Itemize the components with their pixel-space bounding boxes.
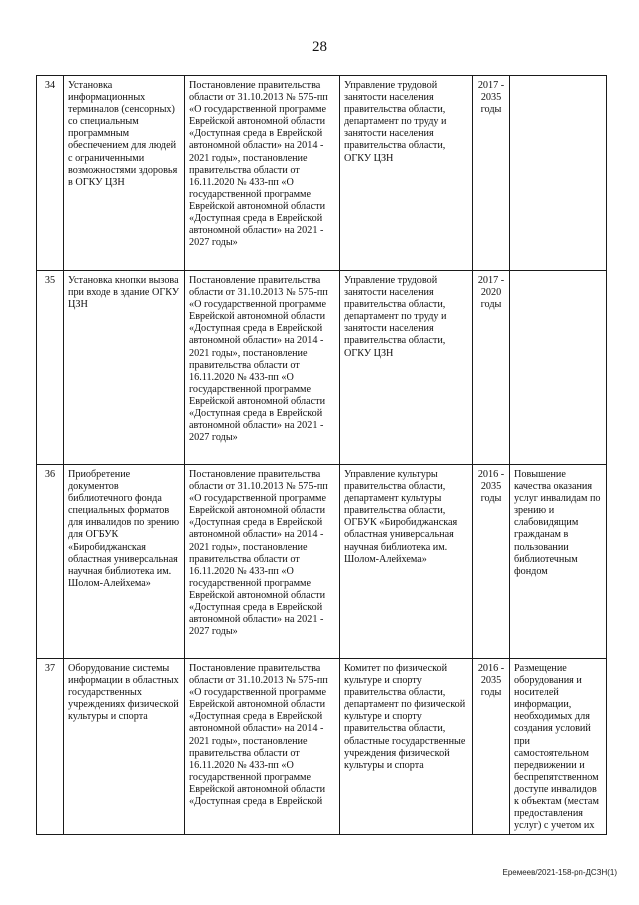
- executor-cell: Управление трудовой занятости населения правительства области, департамент по труду и занятости населения правительства области, ОГКУ ЦЗН: [340, 271, 473, 465]
- executor-cell: Управление культуры правительства области, департамент культуры правительства области, ОГБУК «Биробиджанская областная универсальная научная библиотека им. Шолом-Алейхема»: [340, 465, 473, 659]
- expected-result-cell: [510, 271, 607, 465]
- table-row: [37, 659, 607, 835]
- measures-table: [36, 75, 607, 835]
- measure-name-cell: Установка кнопки вызова при входе в здание ОГКУ ЦЗН: [64, 271, 185, 465]
- row-number-cell: 37: [37, 659, 64, 835]
- legal-basis-cell: Постановление правительства области от 31.10.2013 № 575-пп «О государственной программе Еврейской автономной области «Доступная среда в Еврейской автономной области» на 2014 - 2021 годы», постановление правительства области от 16.11.2020 № 433-пп «О государственной программе Еврейской автономной области «Доступная среда в Еврейской автономной области» на 2021 - 2027 годы»: [185, 76, 340, 271]
- expected-result-cell: Повышение качества оказания услуг инвалидам по зрению и слабовидящим гражданам в пользовании библиотечным фондом: [510, 465, 607, 659]
- page-number: 28: [312, 39, 327, 55]
- expected-result-cell: Размещение оборудования и носителей информации, необходимых для создания условий при самостоятельном передвижении и беспрепятственном доступе инвалидов к объектам (местам предоставления услуг) с учетом их: [510, 659, 607, 835]
- term-cell: 2016 - 2035 годы: [473, 659, 510, 835]
- measure-name-cell: Оборудование системы информации в областных государственных учреждениях физической культуры и спорта: [64, 659, 185, 835]
- legal-basis-cell: Постановление правительства области от 31.10.2013 № 575-пп «О государственной программе Еврейской автономной области «Доступная среда в Еврейской автономной области» на 2014 - 2021 годы», постановление правительства области от 16.11.2020 № 433-пп «О государственной программе Еврейской автономной области «Доступная среда в Еврейской: [185, 659, 340, 835]
- row-number-cell: 35: [37, 271, 64, 465]
- table-body: [37, 76, 607, 835]
- term-cell: 2017 - 2035 годы: [473, 76, 510, 271]
- measure-name-cell: Приобретение документов библиотечного фонда специальных форматов для инвалидов по зрению для ОГБУК «Биробиджанская областная универсальная научная библиотека им. Шолом-Алейхема»: [64, 465, 185, 659]
- executor-cell: Комитет по физической культуре и спорту правительства области, департамент по физической культуре и спорту правительства области, областные государственные учреждения физической культуры и спорта: [340, 659, 473, 835]
- footer-document-code: Еремеев/2021-158-рп-ДСЗН(1): [502, 868, 617, 877]
- measure-name-cell: Установка информационных терминалов (сенсорных) со специальным программным обеспечением для людей с ограниченными возможностями здоровья в ОГКУ ЦЗН: [64, 76, 185, 271]
- row-number-cell: 36: [37, 465, 64, 659]
- table-row: [37, 465, 607, 659]
- table-row: [37, 271, 607, 465]
- legal-basis-cell: Постановление правительства области от 31.10.2013 № 575-пп «О государственной программе Еврейской автономной области «Доступная среда в Еврейской автономной области» на 2014 - 2021 годы», постановление правительства области от 16.11.2020 № 433-пп «О государственной программе Еврейской автономной области «Доступная среда в Еврейской автономной области» на 2021 - 2027 годы»: [185, 465, 340, 659]
- table-row: [37, 76, 607, 271]
- expected-result-cell: [510, 76, 607, 271]
- executor-cell: Управление трудовой занятости населения правительства области, департамент по труду и занятости населения правительства области, ОГКУ ЦЗН: [340, 76, 473, 271]
- row-number-cell: 34: [37, 76, 64, 271]
- term-cell: 2016 - 2035 годы: [473, 465, 510, 659]
- legal-basis-cell: Постановление правительства области от 31.10.2013 № 575-пп «О государственной программе Еврейской автономной области «Доступная среда в Еврейской автономной области» на 2014 - 2021 годы», постановление правительства области от 16.11.2020 № 433-пп «О государственной программе Еврейской автономной области «Доступная среда в Еврейской автономной области» на 2021 - 2027 годы»: [185, 271, 340, 465]
- term-cell: 2017 - 2020 годы: [473, 271, 510, 465]
